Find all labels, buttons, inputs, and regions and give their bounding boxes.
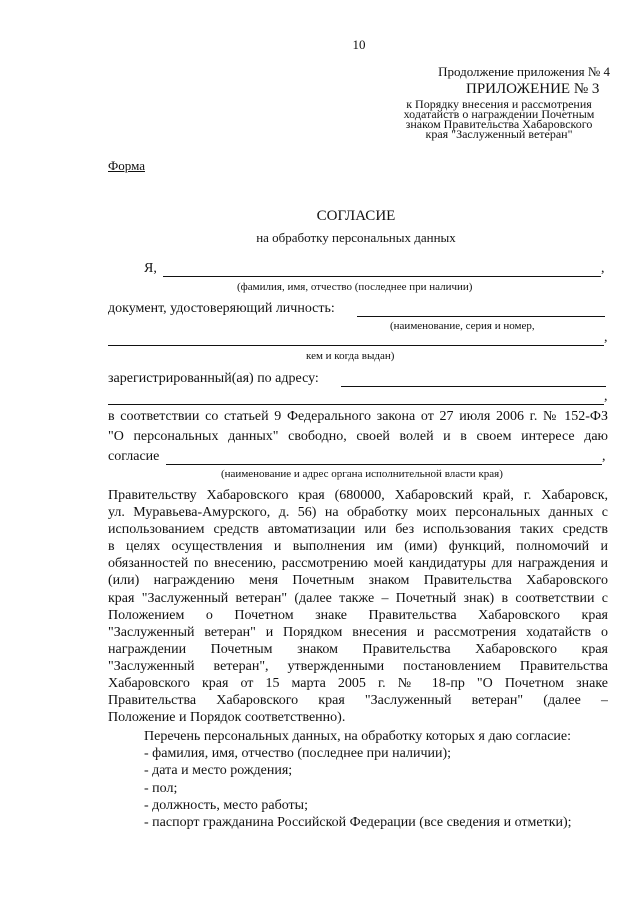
body-line: Правительства Хабаровского края "Заслуженный ветеран" (далее –	[108, 693, 608, 709]
address-comma: ,	[604, 389, 608, 404]
name-caption: (фамилия, имя, отчество (последнее при наличии)	[237, 281, 473, 293]
list-item: - должность, место работы;	[144, 797, 308, 813]
body-line: (или) награждению меня Почетным знаком Правительства Хабаровского	[108, 573, 608, 589]
appendix-title: ПРИЛОЖЕНИЕ № 3	[466, 81, 600, 97]
body-line: ул. Муравьева-Амурского, д. 56) на обработку моих персональных данных с	[108, 505, 608, 521]
law-line: в соответствии со статьей 9 Федерального закона от 27 июля 2006 г. № 152-ФЗ	[108, 409, 608, 424]
body-line: "Заслуженный ветеран" и Порядком внесения и рассмотрения ходатайств о	[108, 624, 608, 640]
body-line: награждении Почетным знаком Правительства Хабаровского края	[108, 641, 608, 657]
name-input-line[interactable]	[163, 276, 601, 277]
consent-input-line[interactable]	[166, 464, 602, 465]
id-document-input-line-2[interactable]	[108, 345, 604, 346]
address-input-line-2[interactable]	[108, 404, 604, 405]
body-line: края "Заслуженный ветеран" (далее также – Почетный знак) в соответствии с	[108, 590, 608, 606]
document-subtitle: на обработку персональных данных	[256, 230, 456, 245]
id-document-caption-2: кем и когда выдан)	[306, 350, 395, 362]
body-line: в целях осуществления и выполнения им (ими) функций, полномочий и	[108, 539, 608, 555]
form-label: Форма	[108, 158, 145, 173]
document-title: СОГЛАСИЕ	[316, 208, 396, 224]
address-input-line[interactable]	[341, 386, 606, 387]
name-line-comma: ,	[601, 261, 605, 276]
body-line: Правительству Хабаровского края (680000, Хабаровский край, г. Хабаровск,	[108, 488, 608, 503]
list-item: Перечень персональных данных, на обработку которых я даю согласие:	[144, 729, 572, 744]
id-document-input-line[interactable]	[357, 316, 605, 317]
personal-data-list	[144, 728, 572, 831]
list-item: - дата и место рождения;	[144, 763, 293, 779]
body-line: использованием средств автоматизации или без использования таких средств	[108, 522, 608, 538]
consent-caption: (наименование и адрес органа исполнительной власти края)	[221, 468, 503, 480]
id-document-caption: (наименование, серия и номер,	[390, 320, 535, 332]
continuation-note: Продолжение приложения № 4	[438, 64, 610, 79]
body-line: обязанностей по внесению, рассмотрению моей кандидатуры для награждения и	[108, 556, 608, 572]
body-line: Положением о Почетном знаке Правительства Хабаровского края	[108, 607, 608, 623]
consent-comma: ,	[602, 449, 606, 464]
list-item: - паспорт гражданина Российской Федерации (все сведения и отметки);	[144, 815, 572, 831]
name-label: Я,	[144, 261, 157, 276]
body-line: "Заслуженный ветеран", утвержденными постановлением Правительства	[108, 658, 608, 674]
page-number: 10	[352, 37, 366, 52]
body-line: Положение и Порядок соответственно).	[108, 710, 346, 726]
law-line: "О персональных данных" свободно, своей волей и в своем интересе даю	[108, 429, 608, 444]
appendix-reference: к Порядку внесения и рассмотрения ходатайств о награждении Почетным знаком Правительства Хабаровского края "Заслуженный ветеран"	[403, 97, 595, 141]
consent-label: согласие	[108, 449, 160, 464]
id-document-comma: ,	[604, 330, 608, 345]
consent-body-paragraph	[108, 487, 608, 726]
list-item: - пол;	[144, 780, 178, 796]
list-item: - фамилия, имя, отчество (последнее при наличии);	[144, 746, 452, 762]
address-label: зарегистрированный(ая) по адресу:	[108, 371, 319, 386]
id-document-label: документ, удостоверяющий личность:	[108, 301, 335, 316]
body-line: Хабаровского края от 15 марта 2005 г. № 18-пр "О Почетном знаке	[108, 676, 608, 692]
